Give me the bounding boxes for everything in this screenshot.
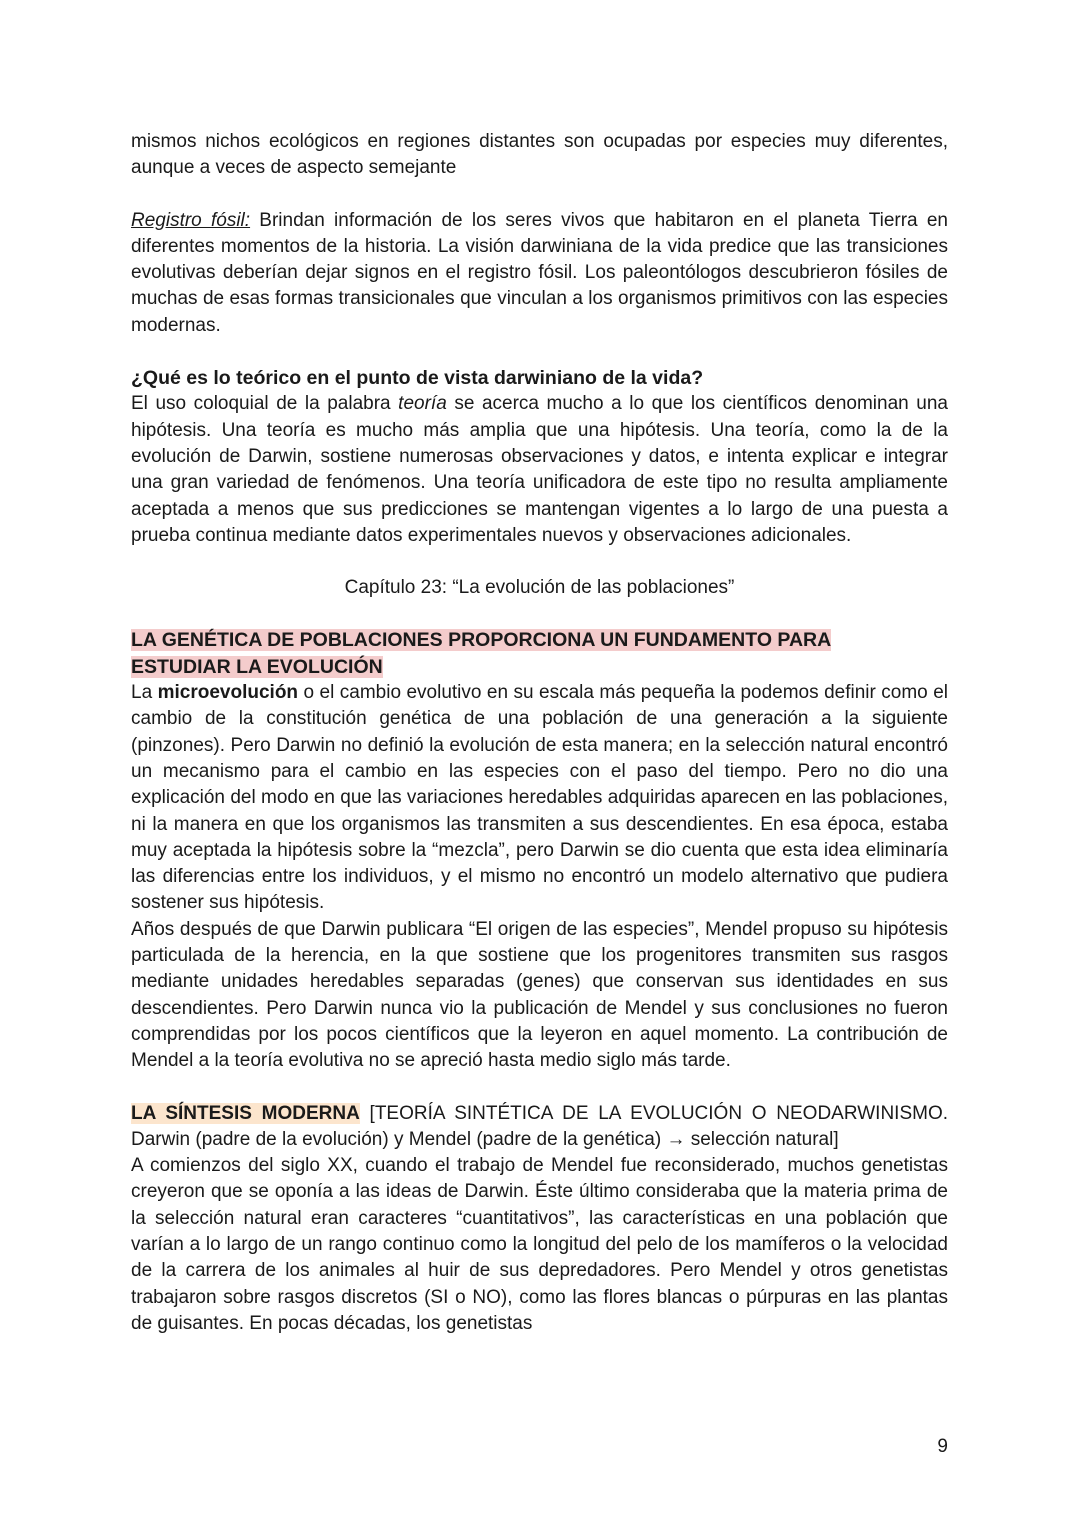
paragraph-siglo-xx: A comienzos del siglo XX, cuando el trabajo de Mendel fue reconsiderado, muchos genetistas creyeron que se oponía a las ideas de Darwin. Éste último consideraba que la materia prima de la selección natural eran caracteres “cuantitativos”, las características en una población que varían a lo largo de un rango continuo como la longitud del pelo de los mamíferos o la velocidad de la carrera de los animales al huir de sus depredadores. Pero Mendel y otros genetistas trabajaron sobre rasgos discretos (SI o NO), como las flores blancas o púrpuras en las plantas de guisantes. En pocas décadas, los genetistas xyxy=(131,1155,948,1334)
spacer xyxy=(131,549,948,575)
micro-bold-term: microevolución xyxy=(157,682,299,704)
sintesis-heading: LA SÍNTESIS MODERNA xyxy=(131,1102,360,1124)
section-heading-sintesis xyxy=(131,1101,948,1154)
page-number: 9 xyxy=(937,1436,948,1457)
micro-text-b: o el cambio evolutivo en su escala más pequeña la podemos definir como el cambio de la constitución genética de una población de una generación a la siguiente (pinzones). Pero Darwin no definió la evolución de esta manera; en la selección natural encontró un mecanismo para el cambio en las especies con el paso del tiempo. Pero no dio una explicación del modo en que las variaciones heredables adquiridas aparecen en las poblaciones, ni la manera en que los organismos las transmiten a sus descendientes. En esa época, estaba muy aceptada la hipótesis sobre la “mezcla”, pero Darwin se dio cuenta que esta idea eliminaría las diferencias entre los individuos, y el mismo no encontró un modelo alternativo que pudiera sostener sus hipótesis. xyxy=(131,682,948,914)
registro-fosil-text: Brindan información de los seres vivos que habitaron en el planeta Tierra en diferentes momentos de la historia. La visión darwiniana de la vida predice que las transiciones evolutivas deberían dejar signos en el registro fósil. Los paleontólogos descubrieron fósiles de muchas de esas formas transicionales que vinculan a los organismos primitivos con las especies modernas. xyxy=(131,209,948,336)
micro-text-a: La xyxy=(131,682,158,704)
section-heading-genetica xyxy=(131,627,948,680)
paragraph-microevolucion xyxy=(131,680,948,917)
paragraph-nichos: mismos nichos ecológicos en regiones distantes son ocupadas por especies muy diferentes, aunque a veces de aspecto semejante xyxy=(131,131,948,179)
spacer xyxy=(131,182,948,208)
spacer xyxy=(131,1075,948,1101)
page-body xyxy=(131,129,948,1337)
teoria-emphasis: teoría xyxy=(398,393,447,415)
question-heading: ¿Qué es lo teórico en el punto de vista darwiniano de la vida? xyxy=(131,367,704,390)
paragraph-teoria xyxy=(131,391,948,549)
registro-fosil-label: Registro fósil: xyxy=(131,209,251,231)
paragraph-mendel: Años después de que Darwin publicara “El origen de las especies”, Mendel propuso su hipótesis particulada de la herencia, en la que sostiene que los progenitores transmiten sus rasgos mediante unidades heredables separadas (genes) que conservan sus identidades en sus descendientes. Pero Darwin nunca vio la publicación de Mendel y sus conclusiones no fueron comprendidas por los pocos científicos que la leyeron en aquel momento. La contribución de Mendel a la teoría evolutiva no se apreció hasta medio siglo más tarde. xyxy=(131,918,948,1072)
spacer xyxy=(131,601,948,627)
paragraph-registro-fosil xyxy=(131,208,948,339)
teoria-text-a: El uso coloquial de la palabra xyxy=(131,393,399,415)
heading-line-1: LA GENÉTICA DE POBLACIONES PROPORCIONA UN FUNDAMENTO PARA xyxy=(131,629,832,652)
chapter-title: Capítulo 23: “La evolución de las poblaciones” xyxy=(344,577,735,599)
sintesis-bracket-note: [TEORÍA SINTÉTICA DE LA EVOLUCIÓN O NEODARWINISMO. Darwin (padre de la evolución) y Mendel (padre de la genética) → selección natural] xyxy=(131,1102,948,1150)
teoria-text-b: se acerca mucho a lo que los científicos denominan una hipótesis. Una teoría es mucho más amplia que una hipótesis. Una teoría, como la de la evolución de Darwin, sostiene numerosas observaciones y datos, e intenta explicar e integrar una gran variedad de fenómenos. Una teoría unificadora de este tipo no resulta ampliamente aceptada a menos que sus predicciones se mantengan vigentes a lo largo de una puesta a prueba continua mediante datos experimentales nuevos y observaciones adicionales. xyxy=(131,393,948,546)
spacer xyxy=(131,339,948,365)
heading-line-2: ESTUDIAR LA EVOLUCIÓN xyxy=(131,655,383,678)
